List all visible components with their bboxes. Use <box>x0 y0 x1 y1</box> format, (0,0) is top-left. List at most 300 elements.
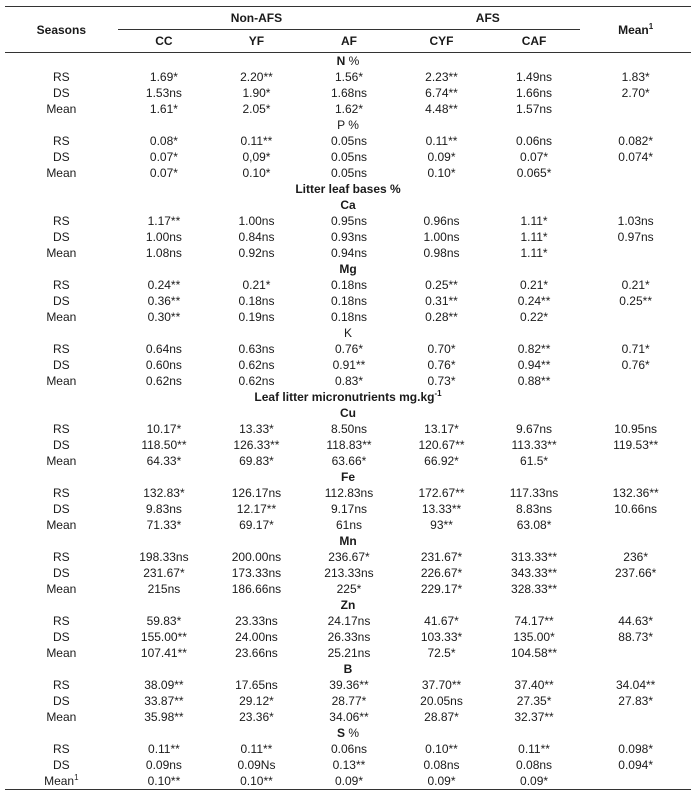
season-cell <box>5 245 118 261</box>
season-cell <box>5 213 118 229</box>
table-row <box>5 565 691 581</box>
season-cell <box>5 517 118 533</box>
value-cell: 37.40** <box>514 678 554 692</box>
value-cell: 0.36** <box>147 294 181 308</box>
nutrient-heading <box>5 597 691 613</box>
value-cell: 12.17** <box>236 502 277 516</box>
value-cell: 113.33** <box>511 438 557 452</box>
season-label: DS <box>52 294 70 308</box>
table-row <box>5 629 691 645</box>
season-cell <box>5 645 118 661</box>
value-cell: 66.92* <box>424 454 459 468</box>
value-cell: 103.33* <box>420 630 463 644</box>
mean-cell: 34.04** <box>615 678 656 692</box>
season-label: RS <box>52 134 70 148</box>
footnote-marker: 1 <box>74 773 79 782</box>
value-cell: 0.10** <box>118 773 211 790</box>
season-cell <box>5 341 118 357</box>
seasons-header <box>5 7 118 53</box>
nutrient-heading-text: K <box>343 326 352 340</box>
value-cell: 0.09Ns <box>237 758 276 772</box>
value-cell: 10.17* <box>146 422 182 436</box>
value-cell: 13.33* <box>239 422 274 436</box>
value-cell: 61ns <box>335 518 362 532</box>
season-label: RS <box>52 614 70 628</box>
mean-cell <box>580 373 691 389</box>
season-cell <box>5 229 118 245</box>
value-cell: 25.21ns <box>327 646 371 660</box>
table-row <box>5 437 691 453</box>
nutrient-heading <box>5 325 691 341</box>
season-label: DS <box>52 438 70 452</box>
value-cell: 0.63ns <box>238 342 275 356</box>
season-cell <box>5 165 118 181</box>
table-row <box>5 229 691 245</box>
value-cell: 215ns <box>147 582 181 596</box>
season-cell <box>5 581 118 597</box>
value-cell: 0.07* <box>149 166 178 180</box>
value-cell: 33.87** <box>144 694 184 708</box>
nutrient-table <box>5 6 691 790</box>
value-cell: 8.83ns <box>516 502 553 516</box>
season-label: Mean <box>46 374 77 388</box>
mean-cell: 0.21* <box>621 278 650 292</box>
value-cell: 0.08ns <box>423 758 460 772</box>
season-cell <box>5 101 118 117</box>
value-cell: 23.33ns <box>235 614 278 628</box>
nutrient-heading-text: B <box>343 662 353 676</box>
value-cell: 0.76* <box>427 358 456 372</box>
value-cell: 1.57ns <box>516 102 553 116</box>
value-cell: 0.09* <box>427 150 456 164</box>
value-cell: 29.12* <box>239 694 274 708</box>
season-cell <box>5 293 118 309</box>
season-label: DS <box>52 566 70 580</box>
value-cell: 35.98** <box>144 710 184 724</box>
table-row <box>5 101 691 117</box>
nutrient-heading-row <box>5 325 691 341</box>
value-cell: 236.67* <box>328 550 370 564</box>
mean-cell: 119.53** <box>613 438 659 452</box>
value-cell: 0.09ns <box>145 758 182 772</box>
season-cell <box>5 277 118 293</box>
value-cell: 186.66ns <box>231 582 282 596</box>
value-cell: 0.30** <box>147 310 181 324</box>
table-row <box>5 165 691 181</box>
mean-label: Mean <box>618 22 649 37</box>
nutrient-heading-row <box>5 53 691 70</box>
afs-group-header: AFS <box>395 7 580 30</box>
unit-exponent: -1 <box>434 389 442 398</box>
season-label: Mean <box>46 310 77 324</box>
nutrient-heading-text: Cu <box>340 406 356 420</box>
value-cell: 231.67* <box>420 550 463 564</box>
value-cell: 0.93ns <box>330 230 367 244</box>
mean-cell: 236* <box>623 550 648 564</box>
table-row <box>5 293 691 309</box>
value-cell: 0.11** <box>240 742 273 756</box>
table-row <box>5 341 691 357</box>
value-cell: 0.82** <box>517 342 551 356</box>
nutrient-heading-text: Zn <box>340 598 356 612</box>
season-label: Mean <box>46 246 77 260</box>
value-cell: 173.33ns <box>231 566 282 580</box>
nutrient-heading-text: P % <box>337 118 359 132</box>
value-cell: 0.70* <box>427 342 456 356</box>
seasons-label: Seasons <box>36 22 86 37</box>
season-label: RS <box>52 678 70 692</box>
value-cell: 0.92ns <box>238 246 275 260</box>
table-row <box>5 277 691 293</box>
nutrient-heading-text: Ca <box>340 198 356 212</box>
table-row <box>5 693 691 709</box>
nutrient-heading-text: Fe <box>340 470 355 484</box>
season-cell <box>5 613 118 629</box>
nutrient-heading <box>5 405 691 421</box>
season-label: DS <box>52 150 70 164</box>
value-cell: 1.00ns <box>423 230 460 244</box>
value-cell: 1.11* <box>520 214 548 228</box>
value-cell: 0.11** <box>240 134 273 148</box>
nutrient-heading <box>5 117 691 133</box>
season-cell <box>5 485 118 501</box>
value-cell: 172.67** <box>418 486 465 500</box>
mean-cell: 10.95ns <box>614 422 657 436</box>
group-heading-row <box>5 181 691 197</box>
value-cell: 0.07* <box>520 150 549 164</box>
value-cell: 23.36* <box>239 710 274 724</box>
group-heading-text: Leaf litter micronutrients mg.kg <box>254 390 435 404</box>
value-cell: 135.00* <box>513 630 555 644</box>
mean-cell <box>580 709 691 725</box>
value-cell: 0.21* <box>242 278 271 292</box>
table-row <box>5 373 691 389</box>
nutrient-heading <box>5 53 691 70</box>
value-cell: 0.62ns <box>238 374 275 388</box>
nutrient-heading-row <box>5 197 691 213</box>
value-cell: 226.67* <box>420 566 463 580</box>
season-label: DS <box>52 630 70 644</box>
value-cell: 0.21* <box>520 278 549 292</box>
mean-cell: 0.094* <box>618 758 653 772</box>
nutrient-heading-unit: % <box>345 726 360 740</box>
table-row <box>5 309 691 325</box>
value-cell: 0.07* <box>149 150 178 164</box>
mean-cell: 88.73* <box>618 630 653 644</box>
value-cell: 2.05* <box>242 102 271 116</box>
nutrient-heading-row <box>5 469 691 485</box>
season-cell <box>5 453 118 469</box>
value-cell: 198.33ns <box>139 550 189 564</box>
value-cell: 1.66ns <box>516 86 553 100</box>
value-cell: 0.24** <box>517 294 551 308</box>
mean-cell: 0.25** <box>619 294 652 308</box>
value-cell: 0.10* <box>427 166 456 180</box>
season-label: RS <box>52 214 70 228</box>
mean-cell: 2.70* <box>621 86 650 100</box>
season-label: RS <box>52 422 70 436</box>
mean-cell: 0.76* <box>621 358 650 372</box>
table-row <box>5 773 691 790</box>
season-label: Mean <box>44 774 75 788</box>
value-cell: 74.17** <box>514 614 554 628</box>
mean-cell: 1.83* <box>621 70 650 84</box>
nutrient-heading-row <box>5 261 691 277</box>
season-cell <box>5 373 118 389</box>
value-cell: 0.19ns <box>238 310 275 324</box>
value-cell: 6.74** <box>425 86 458 100</box>
season-label: RS <box>52 486 70 500</box>
value-cell: 0.28** <box>425 310 458 324</box>
value-cell: 64.33* <box>146 454 182 468</box>
value-cell: 69.17* <box>239 518 274 532</box>
nutrient-heading-row <box>5 533 691 549</box>
value-cell: 1.11* <box>520 246 548 260</box>
value-cell: 9.17ns <box>330 502 367 516</box>
nutrient-heading-text: N <box>336 54 346 68</box>
value-cell: 126.33** <box>233 438 280 452</box>
value-cell: 132.83* <box>143 486 185 500</box>
value-cell: 200.00ns <box>231 550 282 564</box>
table-row <box>5 613 691 629</box>
value-cell: 0.065* <box>516 166 552 180</box>
value-cell: 1.11* <box>520 230 548 244</box>
group-heading-text: Litter leaf bases % <box>295 182 401 196</box>
mean-cell: 10.66ns <box>614 502 657 516</box>
value-cell: 9.83ns <box>145 502 182 516</box>
season-cell <box>5 421 118 437</box>
nutrient-heading <box>5 261 691 277</box>
value-cell: 231.67* <box>143 566 185 580</box>
mean-cell: 132.36** <box>612 486 659 500</box>
value-cell: 0.10** <box>210 773 303 790</box>
value-cell: 0.10* <box>242 166 271 180</box>
table-row <box>5 709 691 725</box>
nutrient-heading-unit: % <box>345 54 360 68</box>
nutrient-heading-row <box>5 117 691 133</box>
value-cell: 93** <box>430 518 453 532</box>
season-cell <box>5 629 118 645</box>
season-label: DS <box>52 758 70 772</box>
mean-footnote-marker: 1 <box>648 21 654 31</box>
table-row <box>5 517 691 533</box>
value-cell: 155.00** <box>140 630 187 644</box>
value-cell: 112.83ns <box>324 486 374 500</box>
value-cell: 0.11** <box>148 742 180 756</box>
value-cell: 1.00ns <box>238 214 275 228</box>
value-cell: 72.5* <box>427 646 456 660</box>
column-header-yf: YF <box>210 30 303 53</box>
nutrient-heading-text: Mn <box>339 534 357 548</box>
value-cell: 0.18ns <box>330 294 367 308</box>
season-cell <box>5 69 118 85</box>
value-cell: 0.62ns <box>238 358 275 372</box>
value-cell: 328.33** <box>511 582 558 596</box>
season-cell <box>5 757 118 773</box>
value-cell: 0.18ns <box>330 278 367 292</box>
value-cell: 0.11** <box>425 134 458 148</box>
mean-cell <box>580 101 691 117</box>
mean-cell: 237.66* <box>614 566 657 580</box>
mean-cell <box>580 645 691 661</box>
season-cell <box>5 549 118 565</box>
mean-header <box>580 7 691 53</box>
season-label: Mean <box>46 582 77 596</box>
value-cell: 0.09* <box>395 773 488 790</box>
mean-cell: 0.71* <box>621 342 650 356</box>
mean-cell <box>580 517 691 533</box>
value-cell: 0.05ns <box>330 134 367 148</box>
table-row <box>5 645 691 661</box>
column-header-cyf: CYF <box>395 30 488 53</box>
season-label: DS <box>52 502 70 516</box>
value-cell: 0.08* <box>149 134 178 148</box>
value-cell: 0.24** <box>147 278 181 292</box>
group-heading-row <box>5 389 691 405</box>
value-cell: 0.10** <box>425 742 458 756</box>
value-cell: 1.08ns <box>145 246 182 260</box>
value-cell: 120.67** <box>418 438 465 452</box>
value-cell: 32.37** <box>514 710 554 724</box>
value-cell: 0,09* <box>242 150 271 164</box>
value-cell: 0.95ns <box>330 214 367 228</box>
non-afs-group-header: Non-AFS <box>118 7 396 30</box>
value-cell: 1.68ns <box>330 86 367 100</box>
value-cell: 1.53ns <box>145 86 182 100</box>
nutrient-heading-text: Mg <box>339 262 357 276</box>
value-cell: 20.05ns <box>420 694 463 708</box>
value-cell: 1.17** <box>147 214 181 228</box>
table-row <box>5 213 691 229</box>
value-cell: 229.17* <box>420 582 463 596</box>
value-cell: 23.66ns <box>235 646 278 660</box>
value-cell: 0.06ns <box>516 134 553 148</box>
table-row <box>5 581 691 597</box>
table-header <box>5 7 691 53</box>
season-label: Mean <box>46 166 77 180</box>
value-cell: 24.17ns <box>327 614 371 628</box>
value-cell: 0.05ns <box>330 166 367 180</box>
season-label: Mean <box>46 454 77 468</box>
value-cell: 2.23** <box>425 70 458 84</box>
season-cell <box>5 773 118 790</box>
value-cell: 1.61* <box>149 102 178 116</box>
season-label: DS <box>52 694 70 708</box>
season-label: RS <box>52 742 70 756</box>
table-row <box>5 69 691 85</box>
value-cell: 0.13** <box>332 758 366 772</box>
value-cell: 0.94ns <box>330 246 367 260</box>
season-cell <box>5 709 118 725</box>
value-cell: 0.18ns <box>238 294 275 308</box>
nutrient-heading <box>5 533 691 549</box>
value-cell: 0.18ns <box>330 310 367 324</box>
season-label: RS <box>52 342 70 356</box>
value-cell: 1.90* <box>242 86 271 100</box>
value-cell: 63.66* <box>331 454 367 468</box>
value-cell: 26.33ns <box>327 630 371 644</box>
season-cell <box>5 565 118 581</box>
value-cell: 313.33** <box>511 550 558 564</box>
value-cell: 9.67ns <box>516 422 553 436</box>
season-label: DS <box>52 86 70 100</box>
mean-cell <box>580 309 691 325</box>
value-cell: 1.56* <box>334 70 363 84</box>
value-cell: 343.33** <box>511 566 558 580</box>
season-cell <box>5 85 118 101</box>
value-cell: 107.41** <box>140 646 187 660</box>
table-row <box>5 133 691 149</box>
value-cell: 2.20** <box>240 70 273 84</box>
mean-cell <box>580 773 691 790</box>
table-row <box>5 245 691 261</box>
column-header-cc: CC <box>118 30 211 53</box>
value-cell: 28.77* <box>331 694 367 708</box>
value-cell: 0.25** <box>425 278 458 292</box>
value-cell: 59.83* <box>146 614 182 628</box>
season-label: Mean <box>46 102 77 116</box>
table-row <box>5 485 691 501</box>
value-cell: 0.05ns <box>330 150 367 164</box>
mean-cell: 1.03ns <box>617 214 654 228</box>
table-row <box>5 501 691 517</box>
value-cell: 0.31** <box>425 294 458 308</box>
table-row <box>5 677 691 693</box>
mean-cell: 0.97ns <box>617 230 654 244</box>
value-cell: 38.09** <box>144 678 184 692</box>
value-cell: 0.94** <box>517 358 551 372</box>
value-cell: 0.88** <box>517 374 551 388</box>
season-cell <box>5 357 118 373</box>
value-cell: 37.70** <box>421 678 462 692</box>
value-cell: 117.33ns <box>509 486 559 500</box>
value-cell: 213.33ns <box>324 566 374 580</box>
value-cell: 104.58** <box>511 646 558 660</box>
value-cell: 41.67* <box>424 614 459 628</box>
group-heading <box>5 181 691 197</box>
value-cell: 0.96ns <box>423 214 460 228</box>
value-cell: 34.06** <box>329 710 369 724</box>
nutrient-heading <box>5 725 691 741</box>
nutrient-heading-row <box>5 725 691 741</box>
value-cell: 0.09* <box>303 773 396 790</box>
value-cell: 13.33** <box>421 502 462 516</box>
table-row <box>5 757 691 773</box>
season-label: DS <box>52 358 70 372</box>
value-cell: 1.62* <box>334 102 363 116</box>
nutrient-heading-text: S <box>336 726 345 740</box>
value-cell: 69.83* <box>239 454 274 468</box>
value-cell: 17.65ns <box>235 678 278 692</box>
value-cell: 0.22* <box>520 310 549 324</box>
value-cell: 0.64ns <box>145 342 182 356</box>
value-cell: 1.69* <box>149 70 178 84</box>
mean-cell <box>580 581 691 597</box>
value-cell: 0.76* <box>334 342 363 356</box>
value-cell: 61.5* <box>520 454 549 468</box>
season-cell <box>5 677 118 693</box>
value-cell: 13.17* <box>424 422 459 436</box>
mean-cell: 0.082* <box>618 134 653 148</box>
season-cell <box>5 149 118 165</box>
value-cell: 24.00ns <box>235 630 278 644</box>
value-cell: 0.84ns <box>238 230 275 244</box>
table-row <box>5 741 691 757</box>
season-label: RS <box>52 550 70 564</box>
value-cell: 39.36** <box>329 678 369 692</box>
value-cell: 8.50ns <box>330 422 367 436</box>
column-header-af: AF <box>303 30 396 53</box>
